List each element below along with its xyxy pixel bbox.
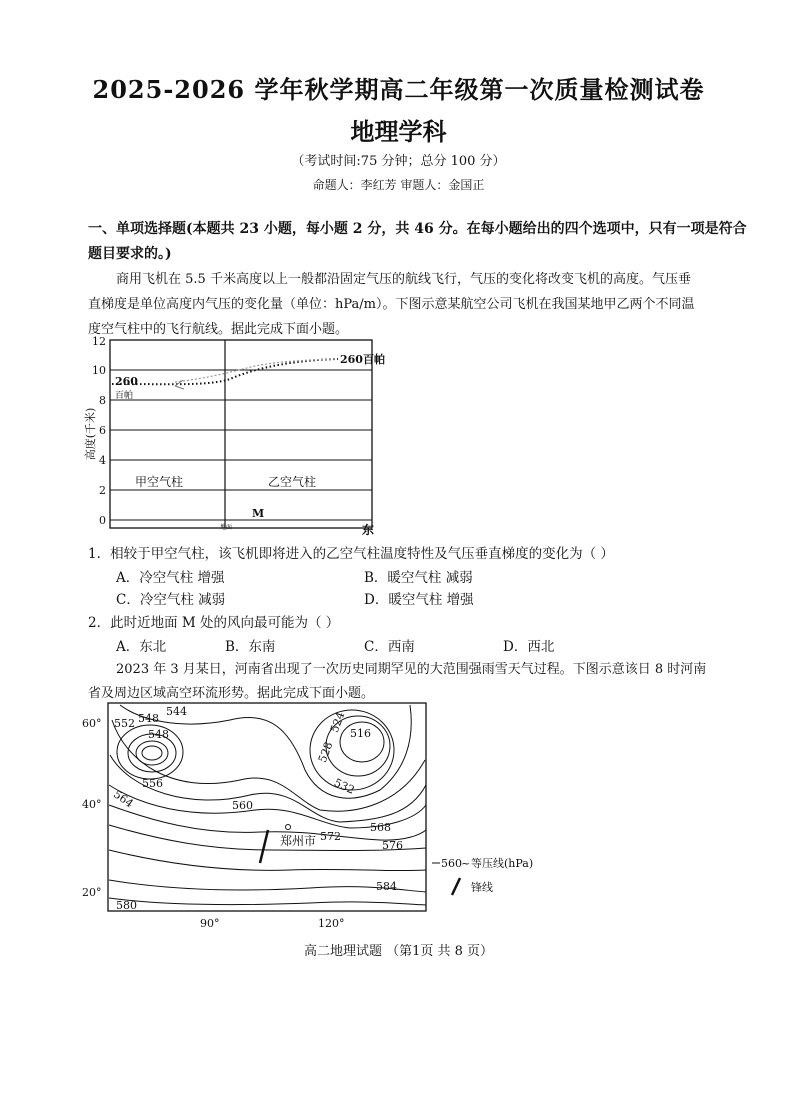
section-heading: 一、单项选择题(本题共 23 小题，每小题 2 分，共 46 分。在每小题给出的四个选项中，只有一项是符合 xyxy=(88,221,747,237)
q2-option-c[interactable]: C．西南 xyxy=(364,639,415,655)
lon-90: 90° xyxy=(200,917,220,930)
east-label: 东 xyxy=(362,523,375,537)
lon-120: 120° xyxy=(318,917,345,930)
contour-548b: 548 xyxy=(148,728,169,741)
contour-556: 556 xyxy=(142,777,163,790)
q1-option-a[interactable]: A．冷空气柱 增强 xyxy=(116,570,225,586)
ground-label: 地面 xyxy=(220,524,233,531)
contour-516: 516 xyxy=(350,727,371,740)
contour-524: 524 xyxy=(327,710,348,735)
legend-isobar-tilde: ~ xyxy=(461,857,471,870)
legend-isobar-value: 560 xyxy=(441,857,462,870)
section-heading-cont: 题目要求的。) xyxy=(88,246,172,262)
q1-option-c[interactable]: C．冷空气柱 减弱 xyxy=(116,592,226,608)
subject-title: 地理学科 xyxy=(350,117,447,146)
column-a-label: 甲空气柱 xyxy=(135,475,184,489)
y-tick-2: 2 xyxy=(99,484,106,497)
contour-568: 568 xyxy=(370,821,391,834)
lat-60: 60° xyxy=(82,717,102,730)
q2-option-a[interactable]: A．东北 xyxy=(116,639,167,655)
q1-option-b[interactable]: B．暖空气柱 减弱 xyxy=(364,570,473,586)
y-tick-6: 6 xyxy=(99,424,106,437)
exam-title: 2025-2026 学年秋学期高二年级第一次质量检测试卷 xyxy=(92,75,705,104)
y-tick-10: 10 xyxy=(92,364,106,377)
lat-40: 40° xyxy=(82,798,102,811)
intro2-line2: 省及周边区域高空环流形势。据此完成下面小题。 xyxy=(88,686,375,701)
q1-option-d[interactable]: D．暖空气柱 增强 xyxy=(364,592,474,608)
contour-572: 572 xyxy=(320,830,341,843)
y-axis-label: 高度(千米) xyxy=(84,407,97,461)
q2-option-b[interactable]: B．东南 xyxy=(225,639,276,655)
city-zhengzhou: 郑州市 xyxy=(280,834,317,848)
legend-front-label: 锋线 xyxy=(471,881,493,894)
question-2-stem: 2．此时近地面 M 处的风向最可能为（ ） xyxy=(88,615,340,631)
contour-552: 552 xyxy=(114,717,135,730)
intro1-line1: 商用飞机在 5.5 千米高度以上一般都沿固定气压的航线飞行，气压的变化将改变飞机的高度。气压垂 xyxy=(116,272,691,287)
left-isobar-unit: 百帕 xyxy=(115,391,134,401)
y-tick-12: 12 xyxy=(92,335,106,348)
contour-560: 560 xyxy=(232,799,253,812)
right-isobar-label: 260百帕 xyxy=(340,353,385,366)
exam-info: （考试时间:75 分钟；总分 100 分） xyxy=(291,154,506,169)
zhengzhou-marker xyxy=(286,825,291,830)
contour-532: 532 xyxy=(332,776,357,797)
intro2-line1: 2023 年 3 月某日，河南省出现了一次历史同期罕见的大范围强雨雪天气过程。下图示意该日 8 时河南 xyxy=(116,662,707,677)
left-isobar-value: 260 xyxy=(115,375,138,388)
contour-528: 528 xyxy=(315,740,336,765)
column-b-label: 乙空气柱 xyxy=(268,475,317,489)
contour-584: 584 xyxy=(376,880,397,893)
contour-564: 564 xyxy=(111,787,136,811)
legend-isobar-label: 等压线(hPa) xyxy=(471,857,534,870)
question-1-stem: 1．相较于甲空气柱，该飞机即将进入的乙空气柱温度特性及气压垂直梯度的变化为（ ） xyxy=(88,546,614,562)
air-column-figure xyxy=(80,334,400,540)
upper-air-map xyxy=(80,700,550,935)
front-line xyxy=(260,830,268,863)
page-footer: 高二地理试题 （第1页 共 8 页） xyxy=(303,944,494,959)
contour-580: 580 xyxy=(116,899,137,912)
legend-front-icon xyxy=(452,878,460,895)
y-tick-0: 0 xyxy=(99,514,106,527)
contour-544: 544 xyxy=(166,705,187,718)
q2-option-d[interactable]: D．西北 xyxy=(503,639,555,655)
intro1-line3: 度空气柱中的飞行航线。据此完成下面小题。 xyxy=(88,322,349,337)
lat-20: 20° xyxy=(82,886,102,899)
height-gridlines xyxy=(110,370,372,520)
y-tick-8: 8 xyxy=(99,394,106,407)
exam-authors: 命题人：李红芳 审题人：金国正 xyxy=(312,178,485,192)
intro1-line2: 直梯度是单位高度内气压的变化量（单位：hPa/m）。下图示意某航空公司飞机在我国某地甲乙两个不同温 xyxy=(88,297,695,312)
point-m-label: M xyxy=(252,507,265,520)
contour-548a: 548 xyxy=(138,712,159,725)
contour-576: 576 xyxy=(382,839,403,852)
figure1-frame xyxy=(110,340,372,528)
y-tick-4: 4 xyxy=(99,454,106,467)
